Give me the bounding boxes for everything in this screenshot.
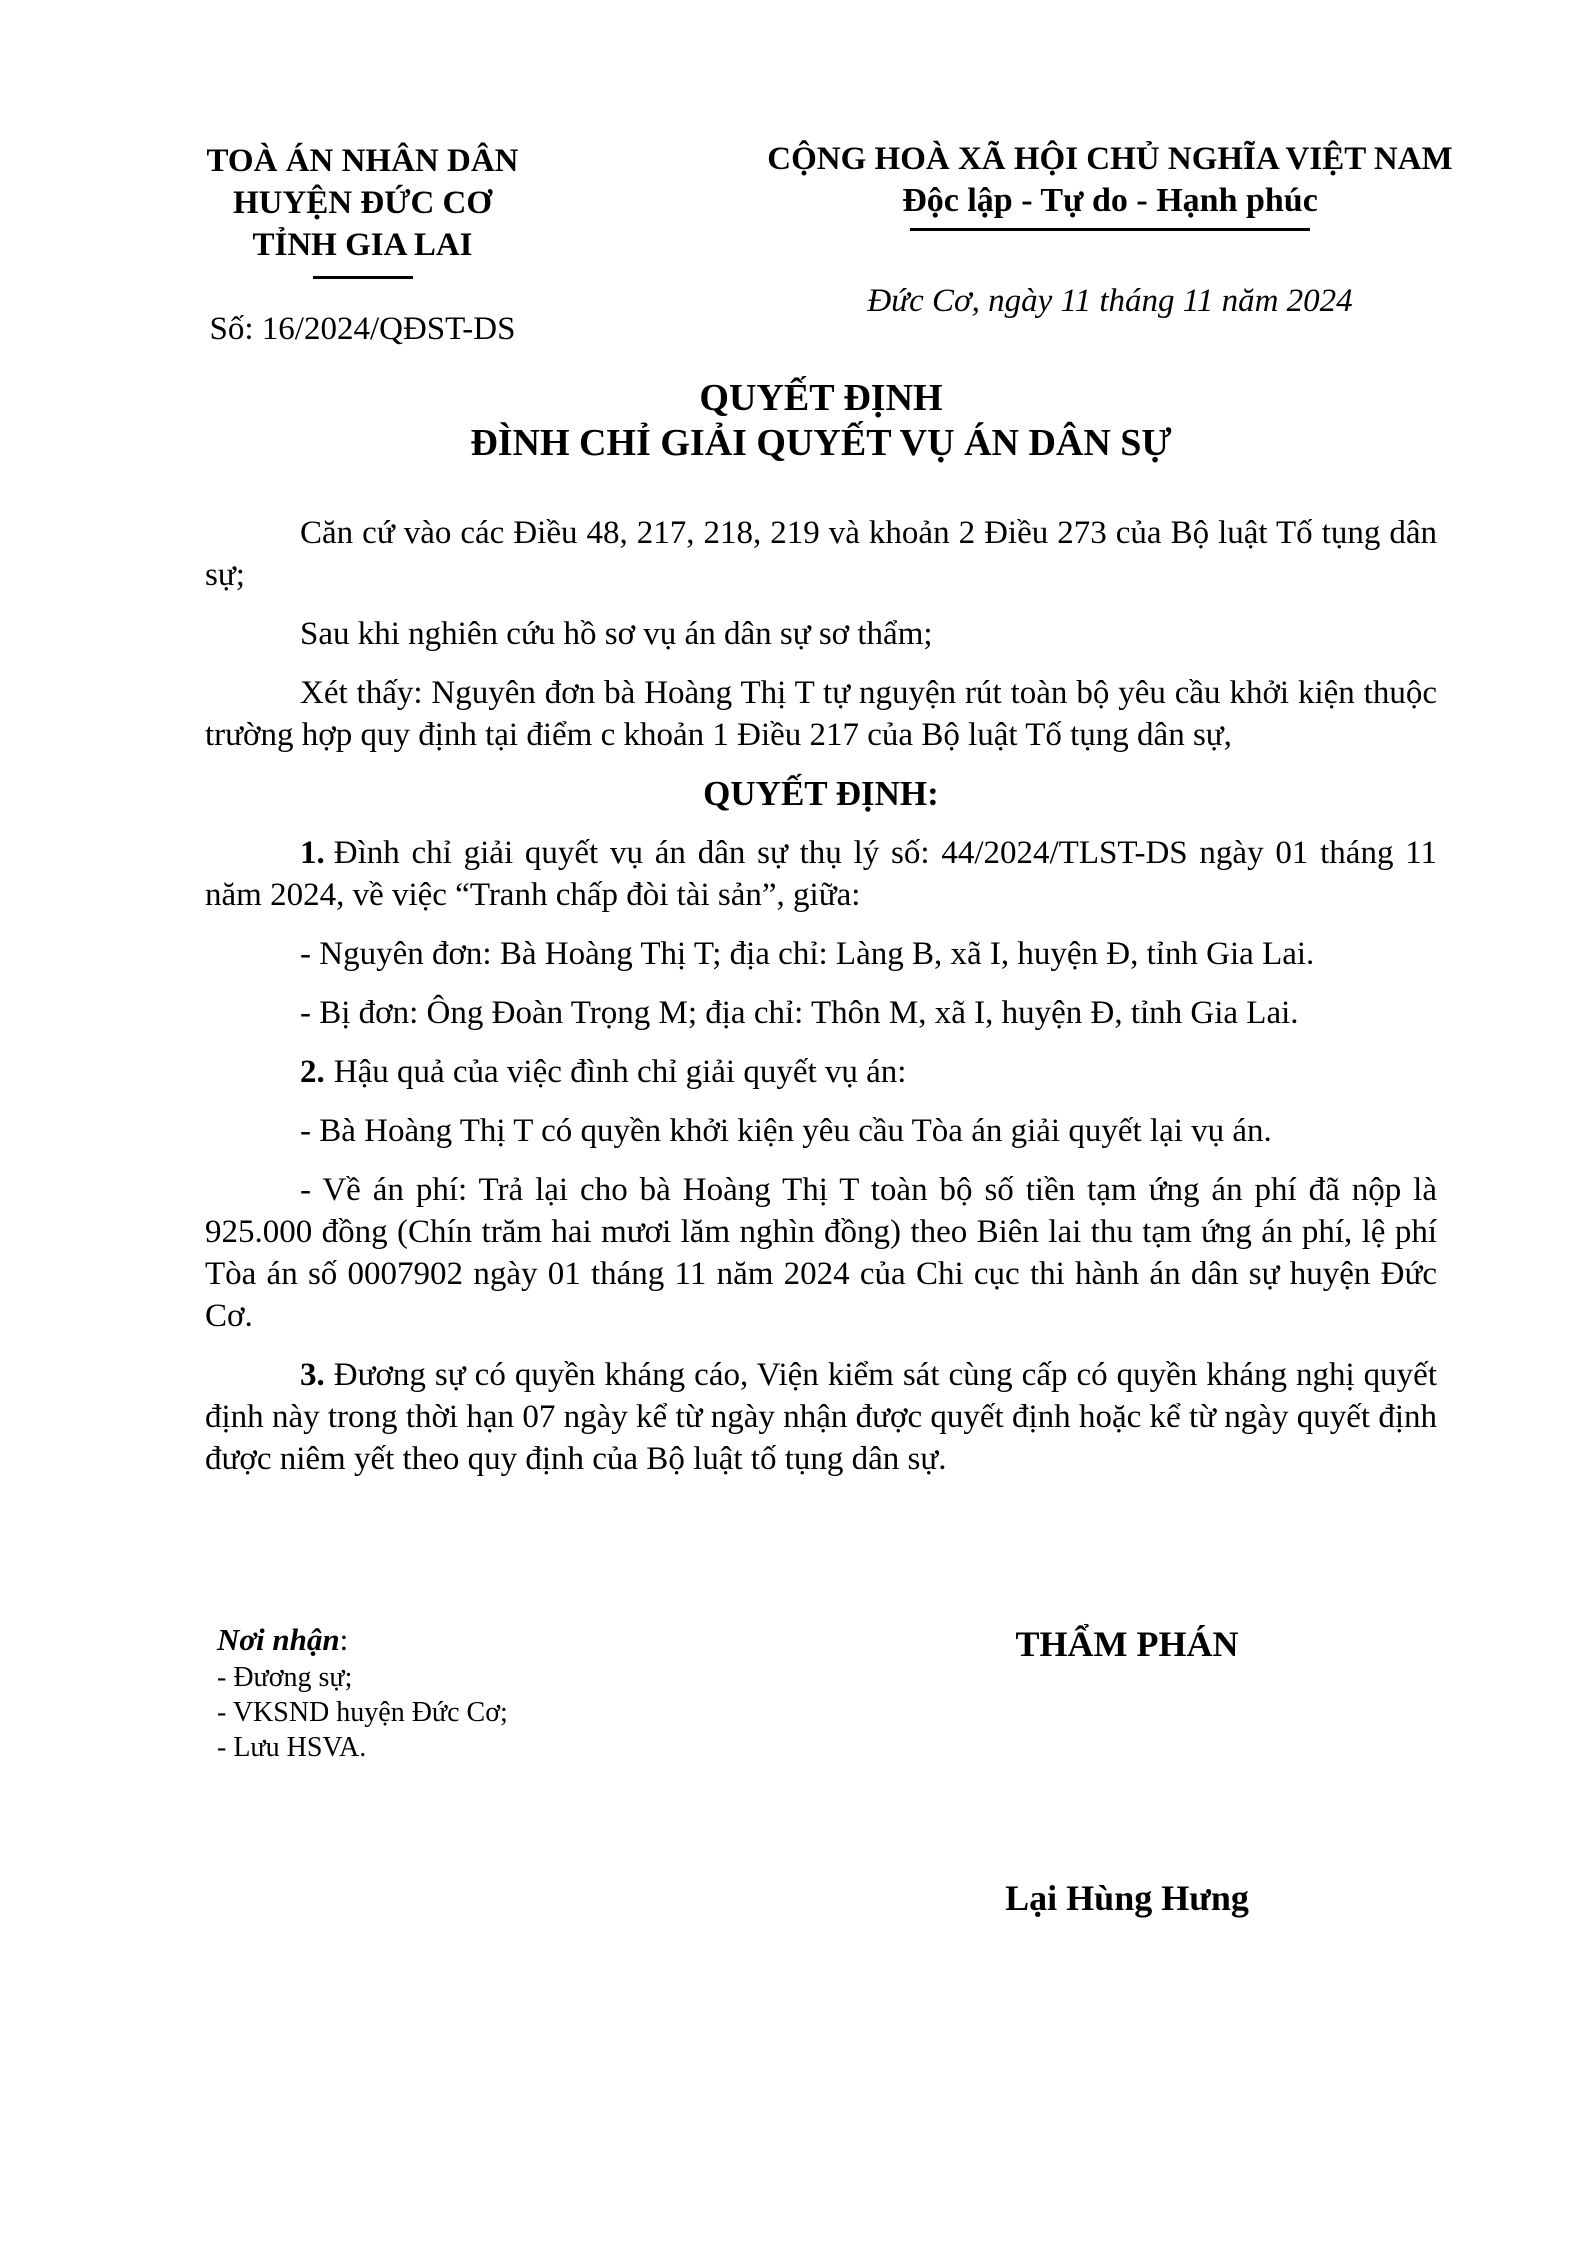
- motto-rule: [910, 228, 1310, 231]
- recipient-item: - Đương sự;: [217, 1662, 353, 1693]
- paragraph-text: Đương sự có quyền kháng cáo, Viện kiểm sát cùng cấp có quyền kháng nghị quyết định này trong thời hạn 07 ngày kể từ ngày nhận được quyết định hoặc kể từ ngày quyết định được niêm yết theo quy định của Bộ luật tố tụng dân sự.: [205, 1357, 1437, 1477]
- recipients-block: [217, 1620, 508, 1765]
- national-motto: Độc lập - Tự do - Hạnh phúc: [902, 182, 1318, 219]
- paragraph-text: - Bị đơn: Ông Đoàn Trọng M; địa chỉ: Thôn M, xã I, huyện Đ, tỉnh Gia Lai.: [300, 995, 1299, 1031]
- recipients-label-colon: :: [339, 1622, 349, 1657]
- paragraph-text: - Nguyên đơn: Bà Hoàng Thị T; địa chỉ: Làng B, xã I, huyện Đ, tỉnh Gia Lai.: [300, 936, 1315, 972]
- decision-paragraph: [205, 1051, 1437, 1093]
- document-title-line-2: ĐÌNH CHỈ GIẢI QUYẾT VỤ ÁN DÂN SỰ: [470, 422, 1172, 464]
- item-number: 3.: [300, 1357, 325, 1393]
- paragraph-text: Xét thấy: Nguyên đơn bà Hoàng Thị T tự nguyện rút toàn bộ yêu cầu khởi kiện thuộc trường hợp quy định tại điểm c khoản 1 Điều 217 của Bộ luật Tố tụng dân sự,: [205, 675, 1437, 753]
- document-title-line-1: QUYẾT ĐỊNH: [699, 377, 943, 419]
- paragraph-text: Căn cứ vào các Điều 48, 217, 218, 219 và khoản 2 Điều 273 của Bộ luật Tố tụng dân sự;: [205, 515, 1437, 593]
- preamble-paragraph: [205, 613, 1437, 655]
- decision-paragraph: [205, 1110, 1437, 1152]
- paragraph-text: Hậu quả của việc đình chỉ giải quyết vụ án:: [333, 1054, 907, 1090]
- paragraph-text: Đình chỉ giải quyết vụ án dân sự thụ lý số: 44/2024/TLST-DS ngày 01 tháng 11 năm 2024, về việc “Tranh chấp đòi tài sản”, giữa:: [205, 835, 1437, 913]
- court-name-line-1: TOÀ ÁN NHÂN DÂN: [206, 143, 519, 179]
- preamble-paragraph: [205, 672, 1437, 756]
- decision-paragraph: [205, 933, 1437, 975]
- decision-paragraph: [205, 1169, 1437, 1337]
- paragraph-text: - Về án phí: Trả lại cho bà Hoàng Thị T toàn bộ số tiền tạm ứng án phí đã nộp là 925.000 đồng (Chín trăm hai mươi lăm nghìn đồng) theo Biên lai thu tạm ứng án phí, lệ phí Tòa án số 0007902 ngày 01 tháng 11 năm 2024 của Chi cục thi hành án dân sự huyện Đức Cơ.: [205, 1172, 1437, 1334]
- national-header-block: [735, 138, 1485, 321]
- judge-name: Lại Hùng Hưng: [1005, 1878, 1249, 1918]
- court-name-line-3: TỈNH GIA LAI: [252, 227, 473, 263]
- decision-paragraph: [205, 1354, 1437, 1480]
- decision-paragraph: [205, 992, 1437, 1034]
- signature-block: [927, 1622, 1327, 1920]
- court-name-line-2: HUYỆN ĐỨC CƠ: [232, 185, 493, 221]
- item-number: 2.: [300, 1054, 325, 1090]
- recipient-item: - Lưu HSVA.: [217, 1732, 367, 1763]
- document-body: [205, 512, 1437, 1497]
- recipient-item: - VKSND huyện Đức Cơ;: [217, 1697, 508, 1728]
- document-title: [205, 376, 1437, 466]
- preamble-paragraph: [205, 512, 1437, 596]
- paragraph-text: Sau khi nghiên cứu hồ sơ vụ án dân sự sơ thẩm;: [300, 616, 933, 652]
- decision-paragraph: [205, 832, 1437, 916]
- judge-role: THẨM PHÁN: [1015, 1624, 1239, 1664]
- decision-heading: QUYẾT ĐỊNH:: [703, 774, 939, 813]
- recipients-label: [217, 1620, 508, 1660]
- paragraph-text: - Bà Hoàng Thị T có quyền khởi kiện yêu cầu Tòa án giải quyết lại vụ án.: [300, 1113, 1272, 1149]
- document-number: Số: 16/2024/QĐST-DS: [209, 311, 516, 347]
- court-header-rule: [313, 276, 413, 279]
- place-date-line: Đức Cơ, ngày 11 tháng 11 năm 2024: [867, 283, 1353, 319]
- recipients-label-text: Nơi nhận: [217, 1622, 340, 1657]
- court-header-block: [190, 140, 535, 349]
- national-title: CỘNG HOÀ XÃ HỘI CHỦ NGHĨA VIỆT NAM: [767, 141, 1453, 177]
- item-number: 1.: [300, 835, 325, 871]
